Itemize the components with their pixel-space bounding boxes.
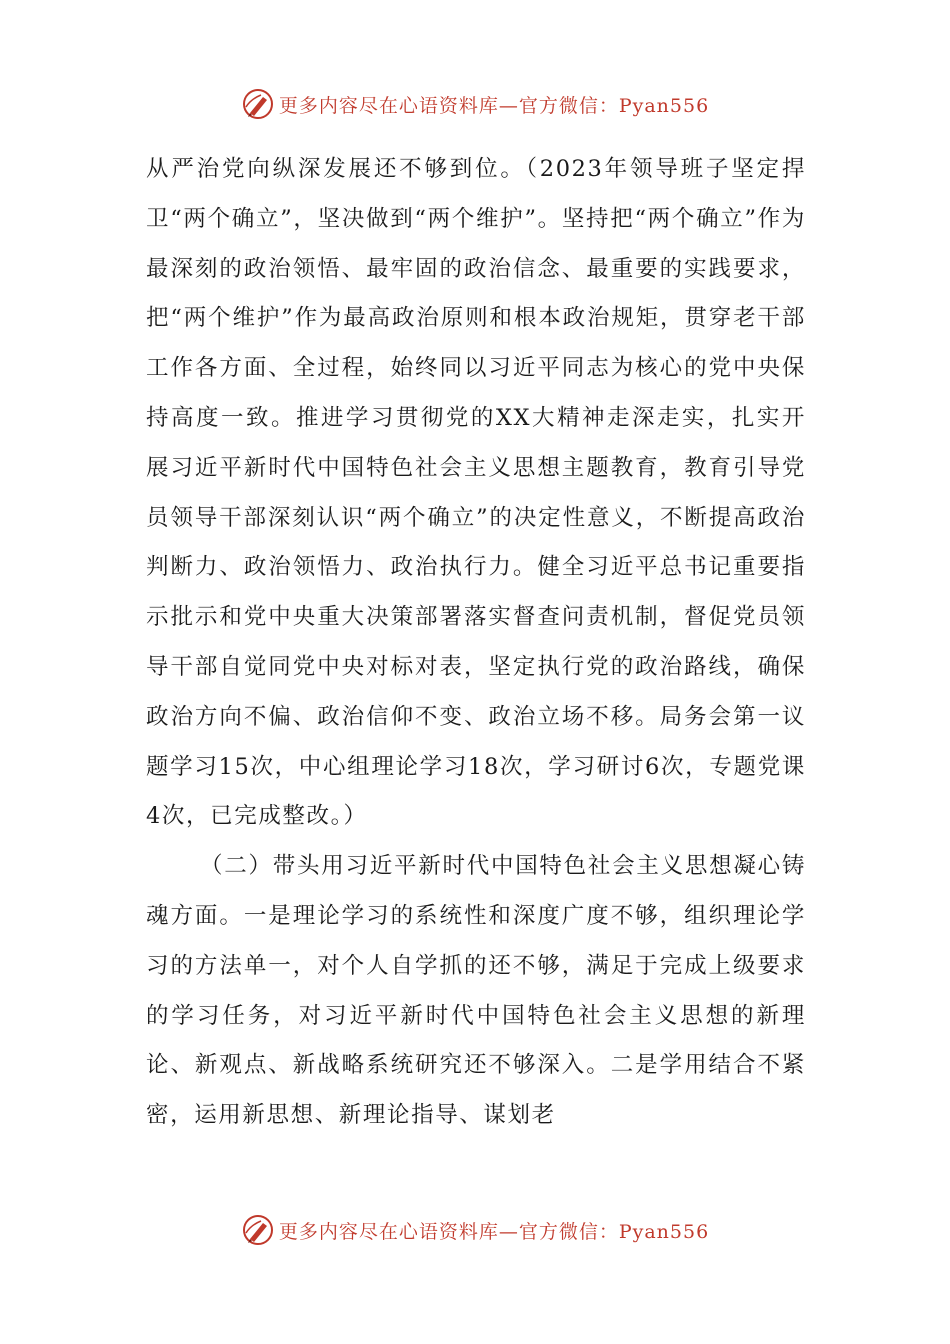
header-banner-text: 更多内容尽在心语资料库—官方微信：Pyan556 [278,94,710,117]
header-banner [0,84,950,124]
pen-nib-logo-icon [241,1213,275,1247]
document-body [146,145,806,1141]
paragraph-2: （二）带头用习近平新时代中国特色社会主义思想凝心铸魂方面。一是理论学习的系统性和深度广度不够，组织理论学习的方法单一，对个人自学抓的还不够，满足于完成上级要求的学习任务，对习近平新时代中国特色社会主义思想的新理论、新观点、新战略系统研究还不够深入。二是学用结合不紧密，运用新思想、新理论指导、谋划老 [146,853,806,1129]
footer-banner-text: 更多内容尽在心语资料库—官方微信：Pyan556 [278,1220,710,1243]
paragraph-1: 从严治党向纵深发展还不够到位。（2023年领导班子坚定捍卫“两个确立”，坚决做到“两个维护”。坚持把“两个确立”作为最深刻的政治领悟、最牢固的政治信念、最重要的实践要求，把“两个维护”作为最高政治原则和根本政治规矩，贯穿老干部工作各方面、全过程，始终同以习近平同志为核心的党中央保持高度一致。推进学习贯彻党的XX大精神走深走实，扎实开展习近平新时代中国特色社会主义思想主题教育，教育引导党员领导干部深刻认识“两个确立”的决定性意义，不断提高政治判断力、政治领悟力、政治执行力。健全习近平总书记重要指示批示和党中央重大决策部署落实督查问责机制，督促党员领导干部自觉同党中央对标对表，坚定执行党的政治路线，确保政治方向不偏、政治信仰不变、政治立场不移。局务会第一议题学习15次，中心组理论学习18次，学习研讨6次，专题党课4次，已完成整改。） [146,156,806,830]
footer-banner [0,1210,950,1250]
pen-nib-logo-icon [241,87,275,121]
